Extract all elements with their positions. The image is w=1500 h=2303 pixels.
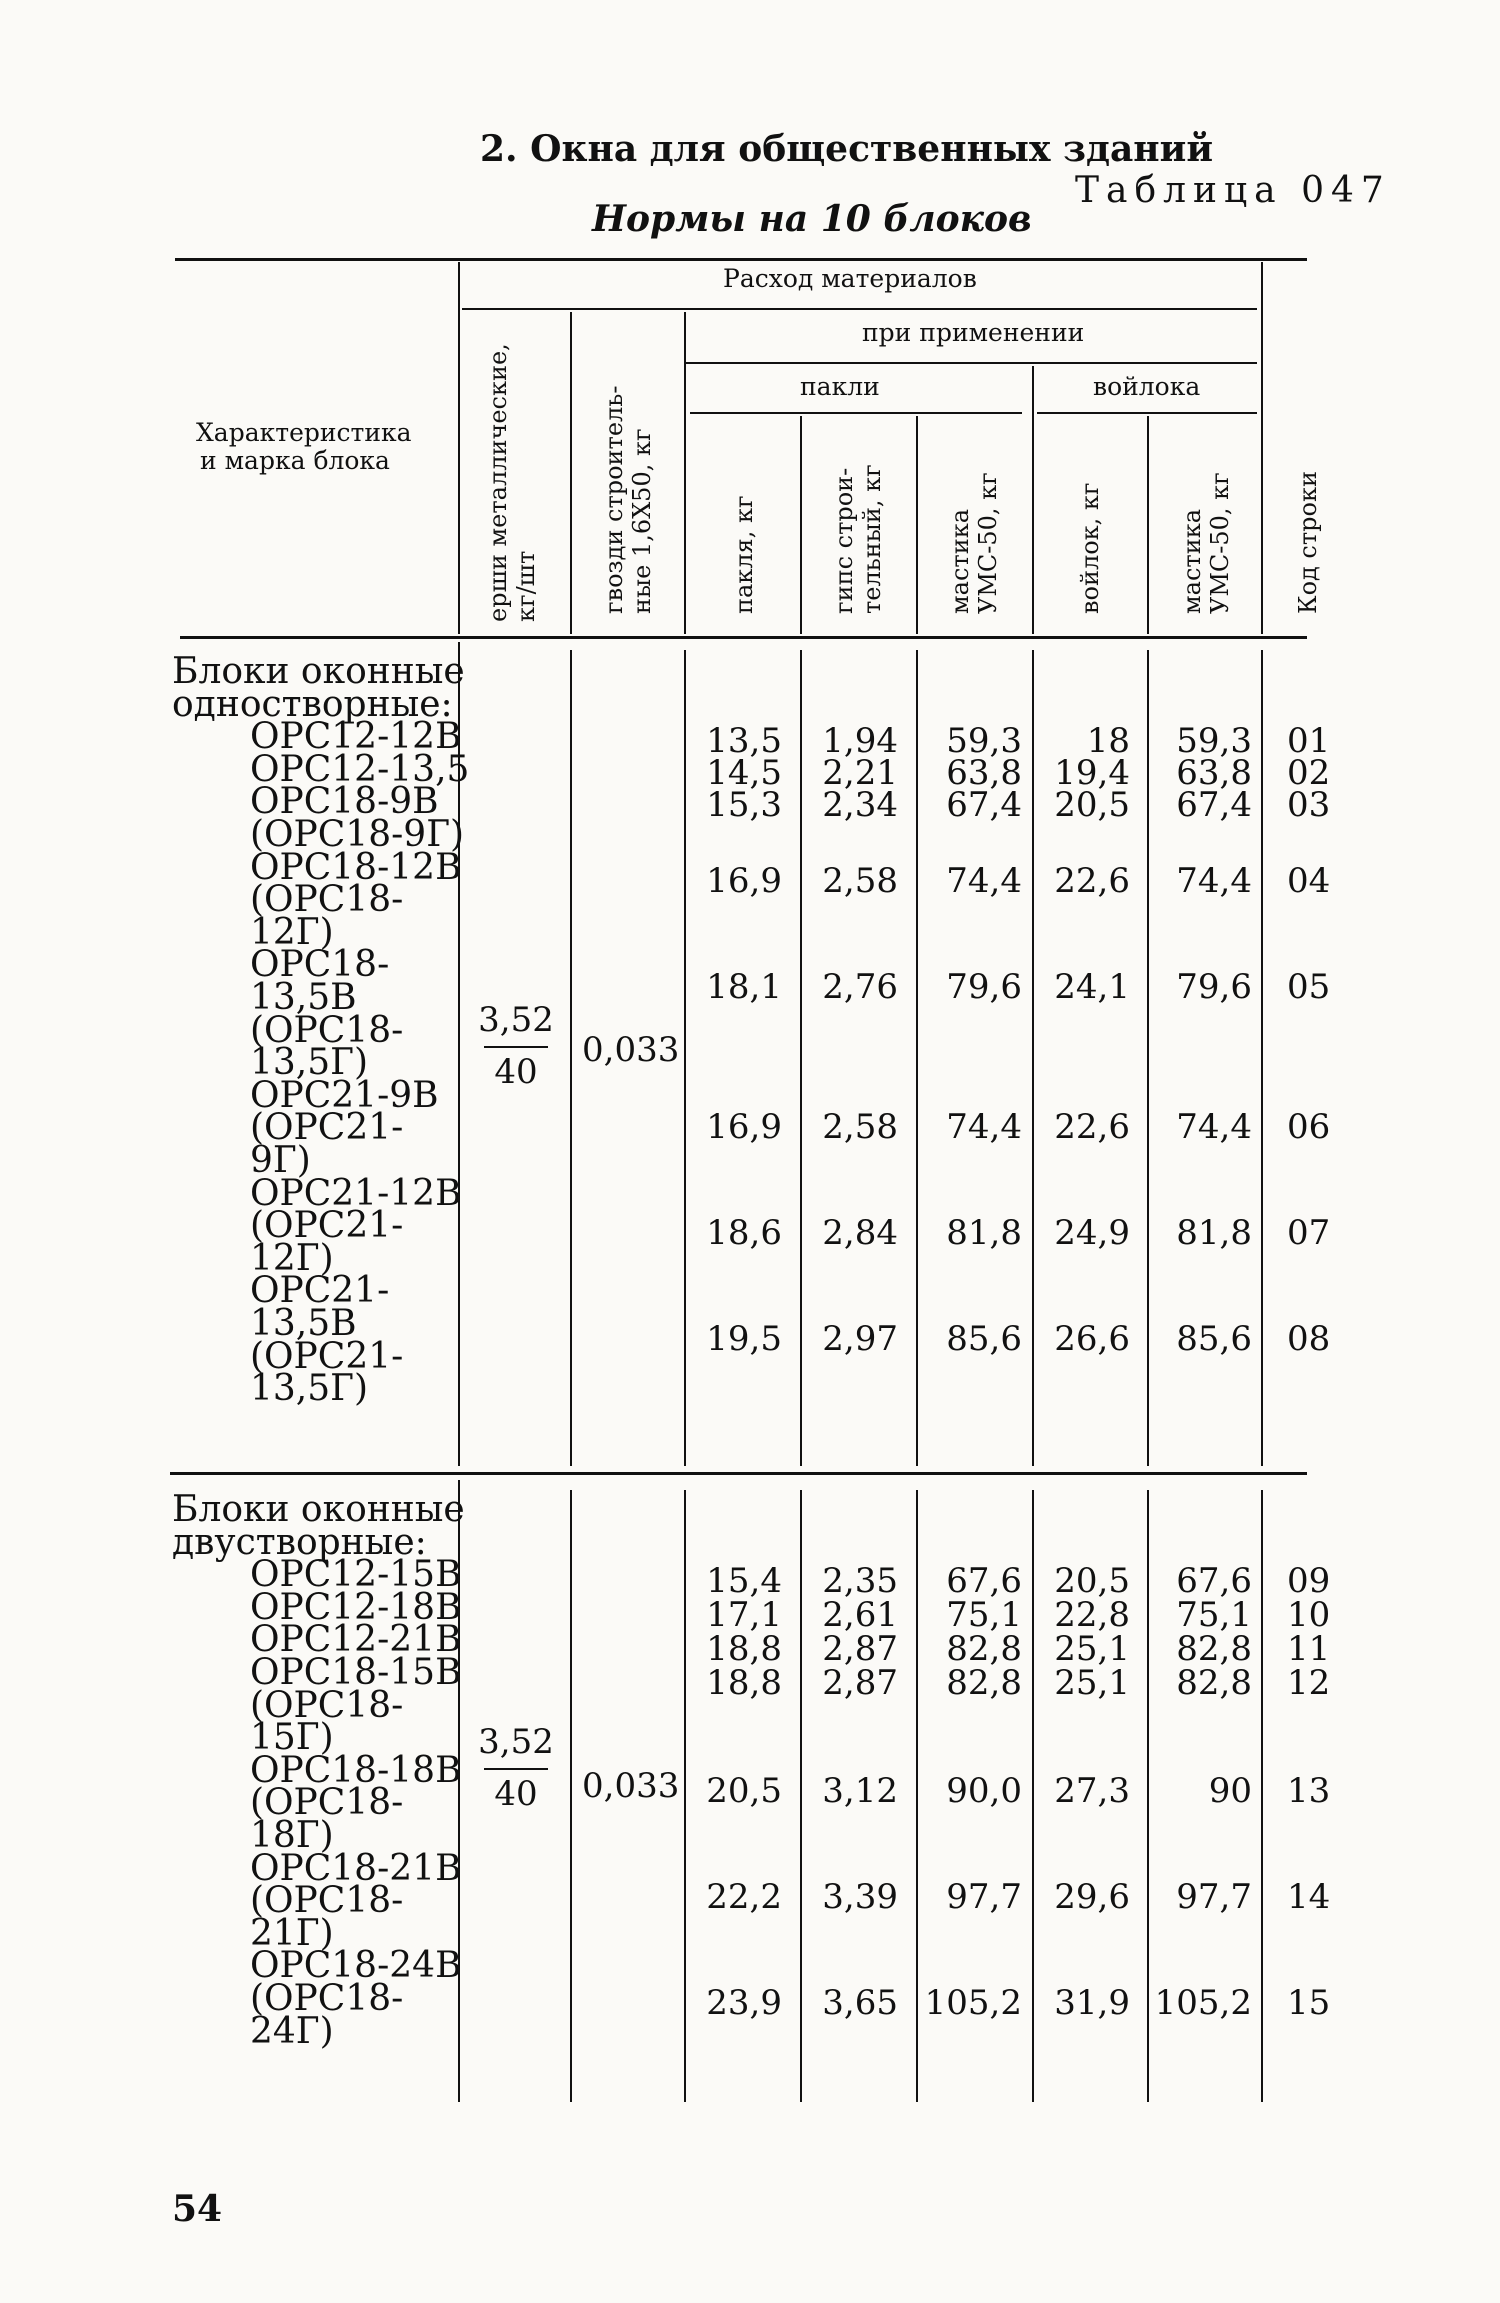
cell-gypsum: 2,97 bbox=[822, 1319, 898, 1359]
header-consumption: Расход материалов bbox=[723, 264, 977, 293]
cell-mastic: 90,0 bbox=[946, 1771, 1022, 1811]
body-divider bbox=[570, 1490, 572, 2102]
row-label-line: ОРС18-9В bbox=[250, 781, 439, 823]
row-label-line: ОРС18-15В bbox=[250, 1652, 462, 1693]
cell-mastic2: 90 bbox=[1208, 1771, 1252, 1811]
group1-brushes-denominator: 40 bbox=[494, 1052, 538, 1092]
cell-tow: 15,3 bbox=[706, 785, 782, 825]
cell-mastic2: 67,4 bbox=[1176, 785, 1252, 825]
body-divider bbox=[1032, 650, 1034, 1466]
cell-mastic2: 67,6 bbox=[1176, 1561, 1252, 1601]
header-when-using: при применении bbox=[862, 318, 1085, 347]
cell-code: 07 bbox=[1287, 1213, 1331, 1253]
row-label-line: (ОРС18- bbox=[250, 1880, 404, 1922]
header-divider bbox=[1147, 416, 1149, 634]
body-divider bbox=[800, 650, 802, 1466]
cell-gypsum: 1,94 bbox=[822, 721, 898, 761]
row-label-line: ОРС12-21В bbox=[250, 1619, 462, 1661]
body-divider bbox=[1261, 650, 1263, 1466]
cell-mastic2: 82,8 bbox=[1176, 1663, 1252, 1703]
cell-felt: 20,5 bbox=[1054, 785, 1130, 825]
col-header-nails bbox=[600, 386, 656, 614]
cell-mastic2: 81,8 bbox=[1176, 1213, 1252, 1253]
header-divider bbox=[800, 416, 802, 634]
row-label-line: ОРС18-24В bbox=[250, 1945, 462, 1987]
cell-tow: 20,5 bbox=[706, 1771, 782, 1811]
cell-mastic2: 74,4 bbox=[1176, 861, 1252, 901]
row-label-line: 13,5Г) bbox=[250, 1368, 369, 1410]
cell-felt: 20,5 bbox=[1054, 1561, 1130, 1601]
row-label-line: 13,5Г) bbox=[250, 1042, 369, 1084]
col-header-mastic-tow-line2: УМС-50, кг bbox=[974, 472, 1002, 614]
header-bottom-rule bbox=[180, 636, 1307, 639]
col-header-nails-line2: ные 1,6Х50, кг bbox=[628, 428, 656, 614]
cell-mastic: 75,1 bbox=[946, 1595, 1022, 1635]
col-header-brushes-line2: кг/шт bbox=[512, 550, 540, 622]
cell-mastic: 63,8 bbox=[946, 753, 1022, 793]
col-header-mastic-felt bbox=[1178, 472, 1234, 614]
cell-tow: 18,6 bbox=[706, 1213, 782, 1253]
cell-mastic2: 63,8 bbox=[1176, 753, 1252, 793]
row-label-line: 18Г) bbox=[250, 1815, 334, 1856]
cell-code: 05 bbox=[1287, 967, 1331, 1007]
cell-code: 13 bbox=[1287, 1771, 1331, 1811]
cell-tow: 14,5 bbox=[706, 753, 782, 793]
cell-tow: 18,1 bbox=[706, 967, 782, 1007]
cell-mastic: 105,2 bbox=[924, 1983, 1022, 2023]
body-divider bbox=[916, 1490, 918, 2102]
cell-felt: 25,1 bbox=[1054, 1629, 1130, 1669]
row-label-line: одностворные: bbox=[172, 683, 453, 725]
cell-tow: 17,1 bbox=[706, 1595, 782, 1635]
cell-code: 02 bbox=[1287, 753, 1331, 793]
table-subtitle: Нормы на 10 блоков bbox=[592, 198, 1032, 240]
cell-code: 14 bbox=[1287, 1877, 1331, 1917]
col-header-gypsum-line1: гипс строи- bbox=[830, 467, 858, 614]
row-label-line: 24Г) bbox=[250, 2010, 334, 2052]
col-header-gypsum-line2: тельный, кг bbox=[858, 464, 886, 614]
header-divider bbox=[916, 416, 918, 634]
row-label-line: (ОРС18-9Г) bbox=[250, 814, 465, 855]
cell-gypsum: 2,34 bbox=[822, 785, 898, 825]
cell-mastic: 81,8 bbox=[946, 1213, 1022, 1253]
row-label-line: 12Г) bbox=[250, 911, 334, 953]
col-header-mastic-tow bbox=[946, 472, 1002, 614]
header-divider bbox=[1032, 366, 1034, 634]
row-label-line: (ОРС21- bbox=[250, 1107, 404, 1149]
col-header-code bbox=[1294, 471, 1322, 614]
row-label-line: ОРС21-9В bbox=[250, 1074, 439, 1116]
body-divider bbox=[1261, 1490, 1263, 2102]
group2-nails: 0,033 bbox=[582, 1766, 680, 1806]
cell-code: 15 bbox=[1287, 1983, 1331, 2023]
cell-code: 11 bbox=[1287, 1629, 1331, 1669]
body-divider bbox=[684, 1490, 686, 2102]
cell-tow: 22,2 bbox=[706, 1877, 782, 1917]
body-divider bbox=[684, 650, 686, 1466]
cell-gypsum: 2,84 bbox=[822, 1213, 898, 1253]
cell-tow: 13,5 bbox=[706, 721, 782, 761]
cell-gypsum: 2,58 bbox=[822, 861, 898, 901]
col-header-felt bbox=[1076, 483, 1104, 614]
cell-gypsum: 2,35 bbox=[822, 1561, 898, 1601]
header-characteristic: Характеристика bbox=[196, 418, 412, 447]
col-header-nails-line1: гвозди строитель- bbox=[600, 385, 628, 614]
cell-mastic2: 97,7 bbox=[1176, 1877, 1252, 1917]
cell-code: 04 bbox=[1287, 861, 1331, 901]
header-divider bbox=[1261, 262, 1263, 634]
felt-rule bbox=[1037, 412, 1257, 414]
cell-gypsum: 3,65 bbox=[822, 1983, 898, 2023]
cell-code: 01 bbox=[1287, 721, 1331, 761]
application-rule bbox=[685, 362, 1257, 364]
row-label-line: 21Г) bbox=[250, 1912, 334, 1954]
cell-gypsum: 3,12 bbox=[822, 1771, 898, 1811]
header-divider bbox=[458, 262, 460, 634]
cell-tow: 23,9 bbox=[706, 1983, 782, 2023]
consumption-rule bbox=[462, 308, 1257, 310]
header-felt: войлока bbox=[1093, 372, 1201, 401]
group1-nails: 0,033 bbox=[582, 1030, 680, 1070]
cell-felt: 24,9 bbox=[1054, 1213, 1130, 1253]
row-label-line: ОРС18-12В bbox=[250, 846, 462, 888]
cell-gypsum: 2,58 bbox=[822, 1107, 898, 1147]
col-header-mastic-tow-line1: мастика bbox=[946, 509, 974, 614]
cell-code: 10 bbox=[1287, 1595, 1331, 1635]
row-label-line: Блоки оконные bbox=[172, 651, 465, 692]
row-label-line: ОРС12-12В bbox=[250, 716, 462, 758]
cell-tow: 18,8 bbox=[706, 1629, 782, 1669]
cell-gypsum: 2,87 bbox=[822, 1663, 898, 1703]
body-divider bbox=[1147, 1490, 1149, 2102]
cell-code: 08 bbox=[1287, 1319, 1331, 1359]
cell-mastic: 79,6 bbox=[946, 967, 1022, 1007]
cell-code: 06 bbox=[1287, 1107, 1331, 1147]
row-label-line: ОРС21-12В bbox=[250, 1172, 462, 1214]
cell-felt: 25,1 bbox=[1054, 1663, 1130, 1703]
cell-mastic: 82,8 bbox=[946, 1629, 1022, 1669]
cell-tow: 18,8 bbox=[706, 1663, 782, 1703]
header-divider bbox=[684, 312, 686, 634]
cell-mastic2: 85,6 bbox=[1176, 1319, 1252, 1359]
row-label-line: (ОРС18- bbox=[250, 1782, 404, 1824]
cell-tow: 15,4 bbox=[706, 1561, 782, 1601]
row-label-line: 13,5В bbox=[250, 977, 357, 1018]
row-label-line: ОРС12-15В bbox=[250, 1554, 462, 1596]
body-divider bbox=[570, 650, 572, 1466]
header-tow: пакли bbox=[800, 372, 880, 401]
col-header-gypsum bbox=[830, 464, 886, 614]
cell-code: 12 bbox=[1287, 1663, 1331, 1703]
cell-tow: 16,9 bbox=[706, 861, 782, 901]
cell-mastic: 74,4 bbox=[946, 861, 1022, 901]
row-label-line: ОРС18- bbox=[250, 944, 390, 986]
body-divider bbox=[800, 1490, 802, 2102]
row-label-line: (ОРС18- bbox=[250, 1009, 404, 1051]
cell-gypsum: 2,76 bbox=[822, 967, 898, 1007]
cell-mastic: 74,4 bbox=[946, 1107, 1022, 1147]
fraction-bar bbox=[484, 1768, 548, 1770]
group2-brushes-denominator: 40 bbox=[494, 1774, 538, 1814]
body-divider bbox=[1032, 1490, 1034, 2102]
row-label-line: (ОРС18- bbox=[250, 1978, 404, 2019]
cell-felt: 24,1 bbox=[1054, 967, 1130, 1007]
tow-rule bbox=[690, 412, 1022, 414]
cell-felt: 27,3 bbox=[1054, 1771, 1130, 1811]
cell-felt: 22,6 bbox=[1054, 861, 1130, 901]
table-label: Таблица 047 bbox=[1075, 170, 1391, 211]
col-header-tow bbox=[730, 495, 758, 614]
col-header-brushes bbox=[484, 343, 540, 622]
row-label-line: 12Г) bbox=[250, 1237, 334, 1279]
cell-gypsum: 2,87 bbox=[822, 1629, 898, 1669]
group2-brushes-fraction bbox=[476, 1722, 556, 1814]
row-label-line: двустворные: bbox=[172, 1521, 427, 1563]
cell-felt: 26,6 bbox=[1054, 1319, 1130, 1359]
col-header-felt-label: войлок, кг bbox=[1076, 482, 1104, 614]
table-top-rule bbox=[175, 258, 1307, 261]
cell-mastic: 67,6 bbox=[946, 1561, 1022, 1601]
cell-felt: 18 bbox=[1086, 721, 1130, 761]
body-divider bbox=[916, 650, 918, 1466]
cell-felt: 19,4 bbox=[1054, 753, 1130, 793]
cell-gypsum: 2,61 bbox=[822, 1595, 898, 1635]
group1-brushes-fraction bbox=[476, 1000, 556, 1092]
col-header-code-label: Код строки bbox=[1294, 471, 1322, 614]
header-divider bbox=[570, 312, 572, 634]
cell-felt: 29,6 bbox=[1054, 1877, 1130, 1917]
row-label-line: 13,5В bbox=[250, 1303, 357, 1344]
col-header-mastic-felt-line2: УМС-50, кг bbox=[1206, 472, 1234, 614]
row-label-line: ОРС18-18В bbox=[250, 1749, 462, 1791]
row-label-line: ОРС12-18В bbox=[250, 1586, 462, 1628]
cell-felt: 31,9 bbox=[1054, 1983, 1130, 2023]
cell-mastic2: 82,8 bbox=[1176, 1629, 1252, 1669]
cell-mastic2: 79,6 bbox=[1176, 967, 1252, 1007]
cell-felt: 22,8 bbox=[1054, 1595, 1130, 1635]
cell-mastic2: 74,4 bbox=[1176, 1107, 1252, 1147]
col-header-mastic-felt-line1: мастика bbox=[1178, 509, 1206, 614]
row-label-line: (ОРС18- bbox=[250, 1684, 404, 1726]
body-divider bbox=[1147, 650, 1149, 1466]
section-title: 2. Окна для общественных зданий bbox=[480, 128, 1214, 170]
cell-mastic2: 105,2 bbox=[1154, 1983, 1252, 2023]
row-label-line: (ОРС21- bbox=[250, 1205, 404, 1247]
cell-mastic: 67,4 bbox=[946, 785, 1022, 825]
fraction-bar bbox=[484, 1046, 548, 1048]
row-label-line: (ОРС21- bbox=[250, 1335, 404, 1377]
group1-brushes-numerator: 3,52 bbox=[478, 1000, 554, 1040]
group-separator-rule bbox=[170, 1472, 1307, 1475]
col-header-tow-label: пакля, кг bbox=[730, 495, 758, 614]
cell-mastic: 82,8 bbox=[946, 1663, 1022, 1703]
row-label-line: Блоки оконные bbox=[172, 1489, 465, 1530]
header-characteristic-2: и марка блока bbox=[200, 446, 390, 475]
col-header-brushes-line1: ерши металлические, bbox=[484, 343, 512, 622]
cell-felt: 22,6 bbox=[1054, 1107, 1130, 1147]
cell-tow: 19,5 bbox=[706, 1319, 782, 1359]
row-label-line: ОРС21- bbox=[250, 1270, 390, 1312]
row-label-line: 15Г) bbox=[250, 1717, 334, 1759]
cell-code: 09 bbox=[1287, 1561, 1331, 1601]
cell-mastic2: 59,3 bbox=[1176, 721, 1252, 761]
cell-gypsum: 2,21 bbox=[822, 753, 898, 793]
row-label-line: 9Г) bbox=[250, 1140, 311, 1181]
cell-mastic: 97,7 bbox=[946, 1877, 1022, 1917]
row-label-line: (ОРС18- bbox=[250, 879, 404, 921]
group2-brushes-numerator: 3,52 bbox=[478, 1722, 554, 1762]
cell-mastic: 85,6 bbox=[946, 1319, 1022, 1359]
cell-mastic2: 75,1 bbox=[1176, 1595, 1252, 1635]
cell-tow: 16,9 bbox=[706, 1107, 782, 1147]
row-label-line: ОРС12-13,5 bbox=[250, 748, 470, 790]
cell-code: 03 bbox=[1287, 785, 1331, 825]
cell-mastic: 59,3 bbox=[946, 721, 1022, 761]
page-number: 54 bbox=[172, 2188, 223, 2230]
row-label-line: ОРС18-21В bbox=[250, 1847, 462, 1889]
cell-gypsum: 3,39 bbox=[822, 1877, 898, 1917]
